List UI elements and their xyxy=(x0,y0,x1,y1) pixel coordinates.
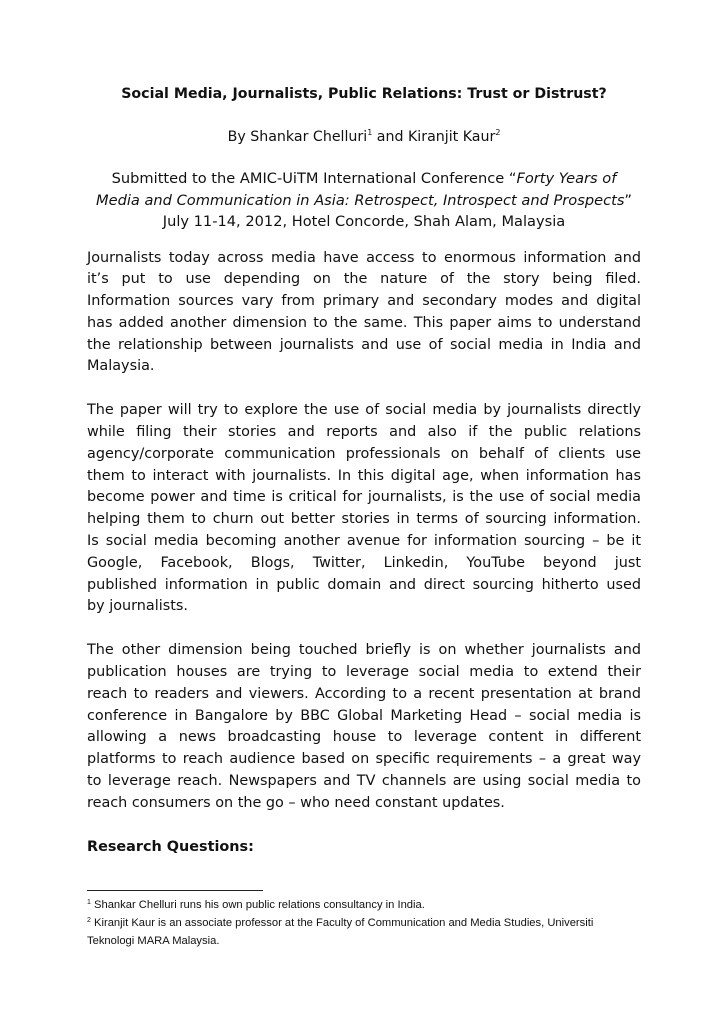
author-byline xyxy=(87,127,641,147)
paragraph-line: reach to readers and viewers. According to a recent presentation at brand xyxy=(87,685,641,702)
paragraph-line: The paper will try to explore the use of social media by journalists directly xyxy=(87,402,641,419)
paper-title: Social Media, Journalists, Public Relations: Trust or Distrust? xyxy=(121,86,607,102)
paragraph-line: become power and time is critical for journalists, is the use of social media xyxy=(87,489,641,506)
paragraph-line: Information sources vary from primary and secondary modes and digital xyxy=(87,293,641,310)
conference-submission xyxy=(87,168,641,233)
conference-theme-part-1: Forty Years of xyxy=(516,170,617,187)
footnote-1 xyxy=(87,896,647,914)
footnote-marker-2: 2 xyxy=(87,917,91,924)
footnote-marker-1: 1 xyxy=(87,899,91,906)
paragraph-line: platforms to reach audience based on specific requirements – a great way xyxy=(87,751,641,768)
body-paragraph-1 xyxy=(87,248,641,379)
paragraph-line: the relationship between journalists and use of social media in India and xyxy=(87,336,641,353)
footnote-ref-1[interactable]: 1 xyxy=(367,128,373,137)
paragraph-line: allowing a news broadcasting house to leverage content in different xyxy=(87,729,641,746)
research-questions-heading: Research Questions: xyxy=(87,838,254,855)
footnote-2 xyxy=(87,914,647,932)
paragraph-line: Is social media becoming another avenue for information sourcing – be it xyxy=(87,533,641,550)
document-page xyxy=(87,84,641,858)
submission-text: Submitted to the AMIC-UiTM International Conference “ xyxy=(111,170,517,187)
byline-middle: and Kiranjit Kaur xyxy=(372,129,496,145)
paragraph-line: Malaysia. xyxy=(87,358,155,375)
footnote-divider xyxy=(87,890,263,891)
paragraph-line: agency/corporate communication professionals on behalf of clients use xyxy=(87,445,641,462)
paragraph-line: reach consumers on the go – who need constant updates. xyxy=(87,794,505,811)
footnote-text: Shankar Chelluri runs his own public relations consultancy in India. xyxy=(90,899,425,911)
paragraph-line: them to interact with journalists. In this digital age, when information has xyxy=(87,467,641,484)
footnote-ref-2[interactable]: 2 xyxy=(495,128,501,137)
paragraph-line: conference in Bangalore by BBC Global Marketing Head – social media is xyxy=(87,707,641,724)
paragraph-line: publication houses are trying to leverage social media to extend their xyxy=(87,664,641,681)
paragraph-line: by journalists. xyxy=(87,598,188,615)
closing-quote: ” xyxy=(624,191,632,209)
paragraph-line: The other dimension being touched briefly is on whether journalists and xyxy=(87,642,641,659)
submission-line-3: July 11-14, 2012, Hotel Concorde, Shah Alam, Malaysia xyxy=(162,213,566,230)
paragraph-line: has added another dimension to the same. This paper aims to understand xyxy=(87,314,641,331)
paragraph-line: to leverage reach. Newspapers and TV channels are using social media to xyxy=(87,773,641,790)
paragraph-line: Journalists today across media have access to enormous information and xyxy=(87,249,641,266)
footnotes xyxy=(87,896,647,950)
paragraph-line: published information in public domain and direct sourcing hitherto used xyxy=(87,576,641,593)
submission-line-1 xyxy=(87,168,641,190)
footnote-2-continued: Teknologi MARA Malaysia. xyxy=(87,935,220,947)
submission-line-2 xyxy=(87,190,641,212)
body-paragraph-2 xyxy=(87,400,641,618)
paragraph-line: it’s put to use depending on the nature of the story being filed. xyxy=(87,271,641,288)
body-paragraph-3 xyxy=(87,640,641,814)
byline-prefix: By Shankar Chelluri xyxy=(227,129,368,145)
conference-theme-part-2: Media and Communication in Asia: Retrospect, Introspect and Prospects xyxy=(96,191,625,209)
paragraph-line: helping them to churn out better stories in terms of sourcing information. xyxy=(87,511,641,528)
paragraph-line: Google, Facebook, Blogs, Twitter, Linkedin, YouTube beyond just xyxy=(87,554,641,571)
paragraph-line: while filing their stories and reports and also if the public relations xyxy=(87,424,641,441)
footnote-text: Kiranjit Kaur is an associate professor at the Faculty of Communication and Media Studies, Universiti xyxy=(90,917,594,929)
